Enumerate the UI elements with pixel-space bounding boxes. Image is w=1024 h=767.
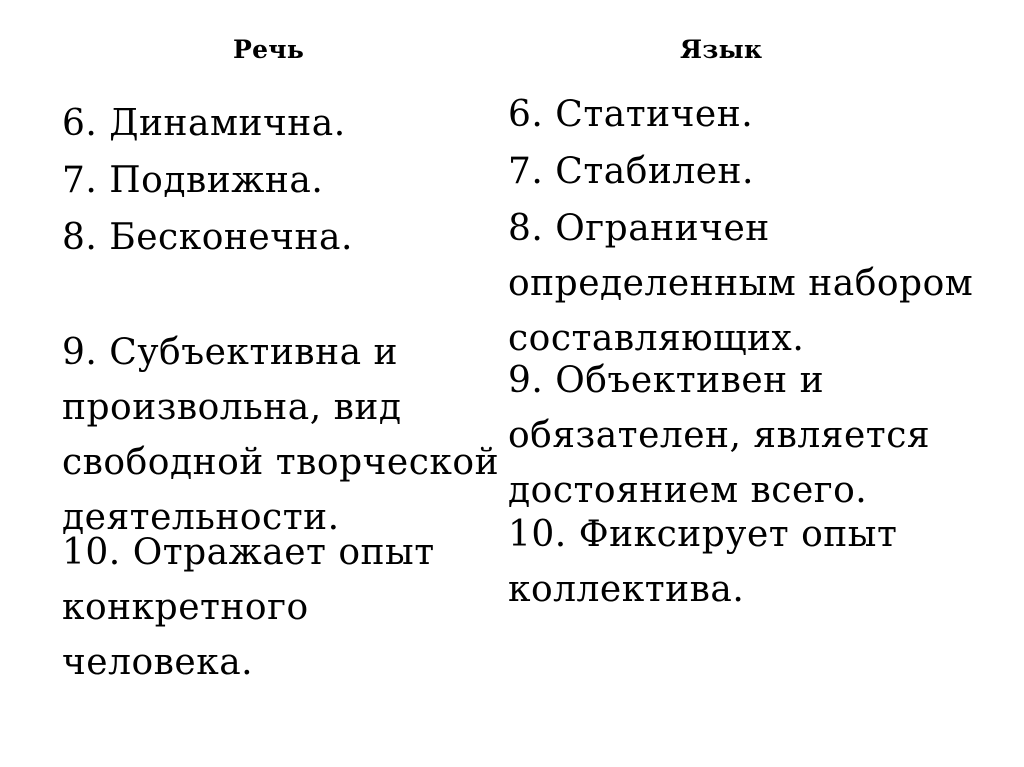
language-item-8: 8. Ограничен определенным набором составляющих.: [508, 208, 974, 359]
language-item-10: 10. Фиксирует опыт коллектива.: [508, 514, 898, 610]
speech-item-7: 7. Подвижна.: [62, 160, 324, 201]
language-item-6: 6. Статичен.: [508, 94, 754, 135]
speech-item-9: 9. Субъективна и произвольна, вид свободной творческой деятельности.: [62, 332, 500, 538]
column-heading-speech: Речь: [233, 35, 305, 64]
column-heading-language: Язык: [680, 35, 763, 64]
speech-item-10: 10. Отражает опыт конкретного человека.: [62, 532, 435, 683]
speech-item-8: 8. Бесконечна.: [62, 217, 353, 258]
speech-item-6: 6. Динамична.: [62, 103, 346, 144]
language-item-7: 7. Стабилен.: [508, 151, 754, 192]
language-item-9: 9. Объективен и обязателен, является достоянием всего.: [508, 360, 931, 511]
